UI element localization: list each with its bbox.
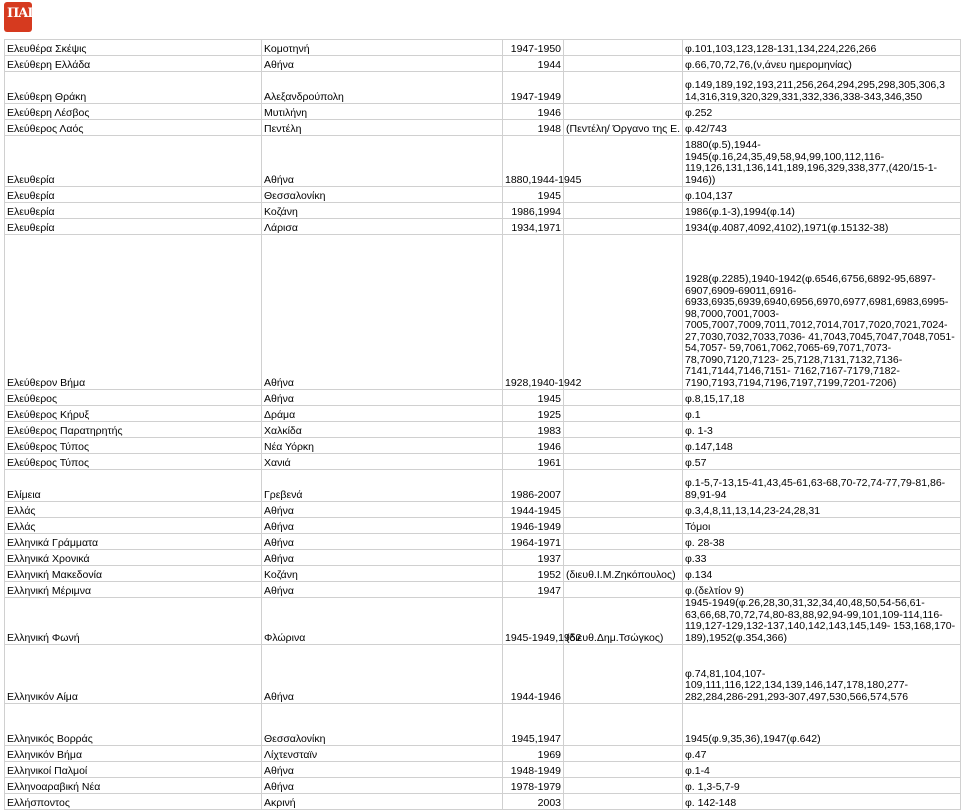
reference-cell: φ. 142-148 xyxy=(683,794,961,810)
city-cell: Αθήνα xyxy=(262,502,503,518)
reference-cell: φ.1 xyxy=(683,406,961,422)
reference-cell: 1945-1949(φ.26,28,30,31,32,34,40,48,50,54-56,61- 63,66,68,70,72,74,80-83,88,92,94-99,101,109-114,116- 119,127-129,132-137,140,142,143,145,149- 153,168,170-189),1952(φ.354,366) xyxy=(683,598,961,645)
note-cell xyxy=(564,40,683,56)
city-cell: Αθήνα xyxy=(262,762,503,778)
newspaper-table xyxy=(4,39,961,810)
years-cell: 1934,1971 xyxy=(503,219,564,235)
note-cell xyxy=(564,550,683,566)
reference-cell: φ. 1-3 xyxy=(683,422,961,438)
note-cell xyxy=(564,762,683,778)
city-cell: Αλεξανδρούπολη xyxy=(262,72,503,104)
reference-cell: φ.8,15,17,18 xyxy=(683,390,961,406)
city-cell: Κομοτηνή xyxy=(262,40,503,56)
reference-cell: 1880(φ.5),1944- 1945(φ.16,24,35,49,58,94,99,100,112,116- 119,126,131,136,141,189,196,329,338,377,(420/15-1- 1946)) xyxy=(683,136,961,187)
title-cell: Ελευθέρα Σκέψις xyxy=(5,40,262,56)
title-cell: Ελληνικόν Αίμα xyxy=(5,645,262,704)
years-cell: 1928,1940-1942 xyxy=(503,235,564,390)
city-cell: Κοζάνη xyxy=(262,566,503,582)
years-cell: 1945,1947 xyxy=(503,704,564,746)
reference-cell: 1934(φ.4087,4092,4102),1971(φ.15132-38) xyxy=(683,219,961,235)
note-cell xyxy=(564,454,683,470)
title-cell: Ελευθερία xyxy=(5,136,262,187)
table-row xyxy=(5,187,961,203)
city-cell: Πεντέλη xyxy=(262,120,503,136)
years-cell: 1948-1949 xyxy=(503,762,564,778)
years-cell: 1880,1944-1945 xyxy=(503,136,564,187)
years-cell: 1964-1971 xyxy=(503,534,564,550)
years-cell: 1978-1979 xyxy=(503,778,564,794)
city-cell: Αθήνα xyxy=(262,645,503,704)
city-cell: Θεσσαλονίκη xyxy=(262,704,503,746)
reference-cell: φ.252 xyxy=(683,104,961,120)
city-cell: Αθήνα xyxy=(262,582,503,598)
table-row xyxy=(5,104,961,120)
note-cell xyxy=(564,390,683,406)
title-cell: Ελληνικοί Παλμοί xyxy=(5,762,262,778)
years-cell: 1945 xyxy=(503,390,564,406)
table-row xyxy=(5,550,961,566)
table-row xyxy=(5,422,961,438)
city-cell: Χανιά xyxy=(262,454,503,470)
table-row xyxy=(5,235,961,390)
city-cell: Αθήνα xyxy=(262,235,503,390)
city-cell: Γρεβενά xyxy=(262,470,503,502)
title-cell: Ελληνική Μακεδονία xyxy=(5,566,262,582)
years-cell: 1952 xyxy=(503,566,564,582)
table-row xyxy=(5,470,961,502)
years-cell: 1986,1994 xyxy=(503,203,564,219)
logo-text: ΠΑΠ xyxy=(7,6,39,21)
title-cell: Ελεύθερη Λέσβος xyxy=(5,104,262,120)
table-row xyxy=(5,136,961,187)
table-row xyxy=(5,502,961,518)
reference-cell: φ.104,137 xyxy=(683,187,961,203)
years-cell: 1945 xyxy=(503,187,564,203)
title-cell: Ελεύθερος Κήρυξ xyxy=(5,406,262,422)
reference-cell: φ.47 xyxy=(683,746,961,762)
table-row xyxy=(5,704,961,746)
title-cell: Ελλάς xyxy=(5,502,262,518)
years-cell: 1948 xyxy=(503,120,564,136)
reference-cell: Τόμοι xyxy=(683,518,961,534)
city-cell: Θεσσαλονίκη xyxy=(262,187,503,203)
reference-cell: φ. 1,3-5,7-9 xyxy=(683,778,961,794)
table-row xyxy=(5,598,961,645)
note-cell xyxy=(564,406,683,422)
note-cell xyxy=(564,746,683,762)
note-cell xyxy=(564,518,683,534)
years-cell: 2003 xyxy=(503,794,564,810)
table-row xyxy=(5,778,961,794)
years-cell: 1925 xyxy=(503,406,564,422)
title-cell: Ελίμεια xyxy=(5,470,262,502)
years-cell: 1947-1950 xyxy=(503,40,564,56)
note-cell xyxy=(564,203,683,219)
city-cell: Αθήνα xyxy=(262,518,503,534)
table-row xyxy=(5,566,961,582)
years-cell: 1983 xyxy=(503,422,564,438)
years-cell: 1937 xyxy=(503,550,564,566)
city-cell: Αθήνα xyxy=(262,136,503,187)
title-cell: Ελεύθερος Τύπος xyxy=(5,438,262,454)
note-cell xyxy=(564,794,683,810)
reference-cell: φ.33 xyxy=(683,550,961,566)
note-cell: (Πεντέλη/ Όργανο της Ε. xyxy=(564,120,683,136)
title-cell: Ελληνοαραβική Νέα xyxy=(5,778,262,794)
title-cell: Ελευθερία xyxy=(5,187,262,203)
table-row xyxy=(5,390,961,406)
reference-cell: φ.147,148 xyxy=(683,438,961,454)
note-cell xyxy=(564,470,683,502)
note-cell xyxy=(564,72,683,104)
reference-cell: φ.134 xyxy=(683,566,961,582)
city-cell: Φλώρινα xyxy=(262,598,503,645)
years-cell: 1946 xyxy=(503,104,564,120)
reference-cell: φ.149,189,192,193,211,256,264,294,295,298,305,306,3 14,316,319,320,329,331,332,336,338-343,346,350 xyxy=(683,72,961,104)
logo xyxy=(4,2,39,32)
years-cell: 1944 xyxy=(503,56,564,72)
note-cell xyxy=(564,778,683,794)
reference-cell: φ.3,4,8,11,13,14,23-24,28,31 xyxy=(683,502,961,518)
title-cell: Ελληνικός Βορράς xyxy=(5,704,262,746)
city-cell: Αθήνα xyxy=(262,56,503,72)
title-cell: Ελευθερία xyxy=(5,219,262,235)
table-row xyxy=(5,746,961,762)
city-cell: Μυτιλήνη xyxy=(262,104,503,120)
note-cell xyxy=(564,422,683,438)
years-cell: 1969 xyxy=(503,746,564,762)
note-cell xyxy=(564,104,683,120)
table-row xyxy=(5,56,961,72)
note-cell: (διευθ.Δημ.Τσώγκος) xyxy=(564,598,683,645)
years-cell: 1945-1949,1952 xyxy=(503,598,564,645)
title-cell: Ελεύθερος Τύπος xyxy=(5,454,262,470)
reference-cell: 1945(φ.9,35,36),1947(φ.642) xyxy=(683,704,961,746)
title-cell: Ελληνική Μέριμνα xyxy=(5,582,262,598)
title-cell: Ελληνικά Γράμματα xyxy=(5,534,262,550)
reference-cell: φ.1-5,7-13,15-41,43,45-61,63-68,70-72,74-77,79-81,86- 89,91-94 xyxy=(683,470,961,502)
title-cell: Ελευθερία xyxy=(5,203,262,219)
reference-cell: φ.57 xyxy=(683,454,961,470)
note-cell xyxy=(564,704,683,746)
title-cell: Ελεύθερη Ελλάδα xyxy=(5,56,262,72)
table-row xyxy=(5,72,961,104)
city-cell: Λίχτενσταϊν xyxy=(262,746,503,762)
note-cell xyxy=(564,56,683,72)
years-cell: 1946 xyxy=(503,438,564,454)
years-cell: 1961 xyxy=(503,454,564,470)
city-cell: Αθήνα xyxy=(262,534,503,550)
note-cell xyxy=(564,645,683,704)
years-cell: 1947-1949 xyxy=(503,72,564,104)
years-cell: 1944-1945 xyxy=(503,502,564,518)
title-cell: Ελληνικά Χρονικά xyxy=(5,550,262,566)
title-cell: Ελεύθερος Παρατηρητής xyxy=(5,422,262,438)
table-row xyxy=(5,454,961,470)
table-row xyxy=(5,794,961,810)
note-cell xyxy=(564,187,683,203)
note-cell xyxy=(564,582,683,598)
table-row xyxy=(5,40,961,56)
city-cell: Νέα Υόρκη xyxy=(262,438,503,454)
city-cell: Ακρινή xyxy=(262,794,503,810)
city-cell: Λάρισα xyxy=(262,219,503,235)
years-cell: 1947 xyxy=(503,582,564,598)
table-row xyxy=(5,534,961,550)
city-cell: Αθήνα xyxy=(262,778,503,794)
note-cell xyxy=(564,438,683,454)
table-row xyxy=(5,438,961,454)
note-cell xyxy=(564,219,683,235)
years-cell: 1946-1949 xyxy=(503,518,564,534)
city-cell: Δράμα xyxy=(262,406,503,422)
reference-cell: φ.(δελτίον 9) xyxy=(683,582,961,598)
reference-cell: φ.1-4 xyxy=(683,762,961,778)
city-cell: Αθήνα xyxy=(262,390,503,406)
table-row xyxy=(5,762,961,778)
table-row xyxy=(5,203,961,219)
table-row xyxy=(5,645,961,704)
city-cell: Χαλκίδα xyxy=(262,422,503,438)
note-cell: (διευθ.Ι.Μ.Ζηκόπουλος) xyxy=(564,566,683,582)
title-cell: Ελεύθερη Θράκη xyxy=(5,72,262,104)
table-row xyxy=(5,120,961,136)
city-cell: Αθήνα xyxy=(262,550,503,566)
reference-cell: φ.74,81,104,107- 109,111,116,122,134,139,146,147,178,180,277- 282,284,286-291,293-307,497,530,566,574,576 xyxy=(683,645,961,704)
title-cell: Ελλήσποντος xyxy=(5,794,262,810)
table-row xyxy=(5,582,961,598)
reference-cell: φ.42/743 xyxy=(683,120,961,136)
title-cell: Ελεύθερον Βήμα xyxy=(5,235,262,390)
years-cell: 1986-2007 xyxy=(503,470,564,502)
note-cell xyxy=(564,235,683,390)
title-cell: Ελεύθερος xyxy=(5,390,262,406)
title-cell: Ελληνική Φωνή xyxy=(5,598,262,645)
table-row xyxy=(5,518,961,534)
table-row xyxy=(5,219,961,235)
years-cell: 1944-1946 xyxy=(503,645,564,704)
title-cell: Ελεύθερος Λαός xyxy=(5,120,262,136)
reference-cell: φ.66,70,72,76,(ν,άνευ ημερομηνίας) xyxy=(683,56,961,72)
note-cell xyxy=(564,534,683,550)
table-row xyxy=(5,406,961,422)
city-cell: Κοζάνη xyxy=(262,203,503,219)
note-cell xyxy=(564,502,683,518)
title-cell: Ελληνικόν Βήμα xyxy=(5,746,262,762)
reference-cell: 1928(φ.2285),1940-1942(φ.6546,6756,6892-95,6897- 6907,6909-69011,6916- 6933,6935,6939,6940,6956,6970,6977,6981,6983,6995- 98,7000,7001,7003- 7005,7007,7009,7011,7012,7014,7017,7020,7021,7024- 27,7030,7032,7033,7036- 41,7043,7045,7047,7048,7051-54,7057- 59,7061,7062,7065-69,7071,7073-78,7090,7120,7123- 25,7128,7131,7132,7136-7141,7144,7146,7151- 7162,7167-7179,7182- 7190,7193,7194,7196,7197,7199,7201-7206) xyxy=(683,235,961,390)
title-cell: Ελλάς xyxy=(5,518,262,534)
reference-cell: φ.101,103,123,128-131,134,224,226,266 xyxy=(683,40,961,56)
reference-cell: φ. 28-38 xyxy=(683,534,961,550)
reference-cell: 1986(φ.1-3),1994(φ.14) xyxy=(683,203,961,219)
